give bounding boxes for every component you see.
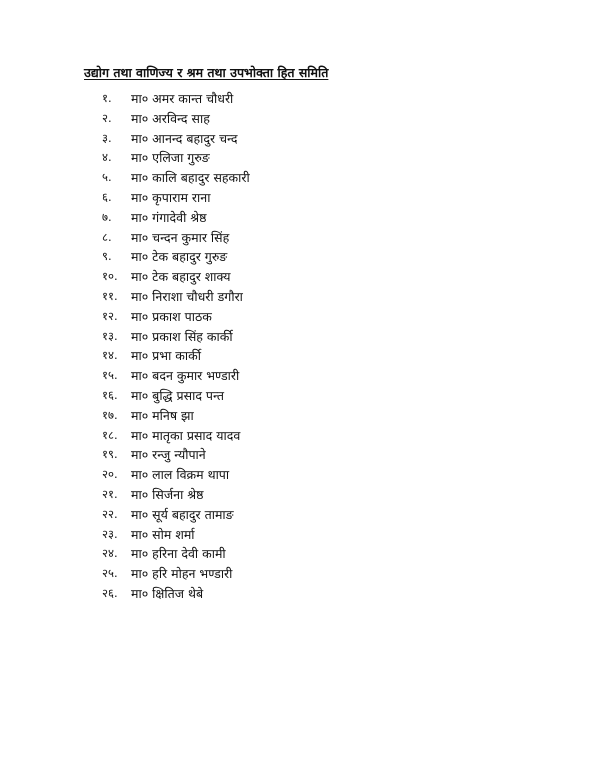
list-item — [0, 407, 593, 427]
member-name: मा० सूर्य बहादुर तामाङ — [131, 506, 234, 522]
member-name: मा० सिर्जना श्रेष्ठ — [131, 486, 204, 502]
member-name: मा० अरविन्द साह — [131, 110, 210, 126]
member-number: २२. — [102, 506, 118, 521]
member-name: मा० कालि बहादुर सहकारी — [131, 170, 250, 186]
list-item — [0, 288, 593, 308]
member-number: १७. — [102, 407, 118, 422]
member-name: मा० निराशा चौधरी डगौरा — [131, 288, 243, 304]
member-name: मा० हरि मोहन भण्डारी — [131, 566, 233, 582]
member-name: मा० लाल विक्रम थापा — [131, 467, 230, 483]
member-number: २४. — [102, 546, 118, 561]
member-number: ३. — [102, 130, 112, 145]
member-number: ४. — [102, 150, 112, 165]
list-item — [0, 486, 593, 506]
member-name: मा० आनन्द बहादुर चन्द — [131, 130, 238, 146]
member-name: मा० टेक बहादुर शाक्य — [131, 269, 231, 285]
list-item — [0, 585, 593, 605]
list-item — [0, 466, 593, 486]
member-name: मा० हरिना देवी कामी — [131, 546, 226, 562]
list-item — [0, 446, 593, 466]
list-item — [0, 308, 593, 328]
list-item — [0, 506, 593, 526]
member-number: २०. — [102, 467, 118, 482]
list-item — [0, 248, 593, 268]
member-number: १३. — [102, 328, 118, 343]
list-item — [0, 545, 593, 565]
member-number: १६. — [102, 387, 118, 402]
member-number: २६. — [102, 585, 118, 600]
member-number: १२. — [102, 308, 118, 323]
list-item — [0, 189, 593, 209]
list-item — [0, 130, 593, 150]
list-item — [0, 229, 593, 249]
member-name: मा० कृपाराम राना — [131, 189, 211, 205]
list-item — [0, 169, 593, 189]
member-number: १. — [102, 91, 112, 105]
list-item — [0, 149, 593, 169]
member-name: मा० प्रकाश पाठक — [131, 308, 212, 324]
member-number: १८. — [102, 427, 118, 442]
member-number: १५. — [102, 368, 118, 383]
member-name: मा० प्रभा कार्की — [131, 348, 201, 364]
list-item — [0, 347, 593, 367]
member-number: १४. — [102, 348, 118, 363]
member-number: २१. — [102, 486, 118, 501]
member-name: मा० प्रकाश सिंह कार्की — [131, 328, 233, 344]
member-number: २३. — [102, 526, 118, 541]
member-name: मा० मातृका प्रसाद यादव — [131, 427, 241, 443]
list-item — [0, 90, 593, 110]
member-name: मा० सोम शर्मा — [131, 526, 195, 542]
member-name: मा० बुद्धि प्रसाद पन्त — [131, 387, 225, 403]
list-item — [0, 268, 593, 288]
list-item — [0, 367, 593, 387]
list-item — [0, 387, 593, 407]
list-item — [0, 427, 593, 447]
member-name: मा० अमर कान्त चौधरी — [131, 91, 234, 106]
member-list — [0, 90, 593, 605]
member-number: ७. — [102, 209, 112, 224]
member-number: ९. — [102, 249, 112, 264]
list-item — [0, 209, 593, 229]
member-name: मा० गंगादेवी श्रेष्ठ — [131, 209, 207, 225]
member-number: २५. — [102, 566, 118, 581]
member-number: १९. — [102, 447, 118, 462]
committee-title: उद्योग तथा वाणिज्य र श्रम तथा उपभोक्ता हित समिति — [84, 65, 329, 80]
member-number: ५. — [102, 170, 112, 185]
list-item — [0, 565, 593, 585]
member-name: मा० चन्दन कुमार सिंह — [131, 229, 230, 245]
list-item — [0, 110, 593, 130]
member-name: मा० बदन कुमार भण्डारी — [131, 368, 240, 384]
list-item — [0, 526, 593, 546]
member-number: ११. — [102, 288, 118, 303]
member-name: मा० एलिजा गुरुङ — [131, 150, 210, 166]
member-number: १०. — [102, 269, 118, 284]
member-number: ८. — [102, 229, 112, 244]
list-item — [0, 328, 593, 348]
member-name: मा० रन्जु न्यौपाने — [131, 447, 206, 463]
member-name: मा० मनिष झा — [131, 407, 194, 423]
member-number: २. — [102, 110, 112, 125]
member-name: मा० टेक बहादुर गुरुङ — [131, 249, 228, 265]
member-name: मा० क्षितिज थेबे — [131, 585, 204, 601]
member-number: ६. — [102, 189, 112, 204]
